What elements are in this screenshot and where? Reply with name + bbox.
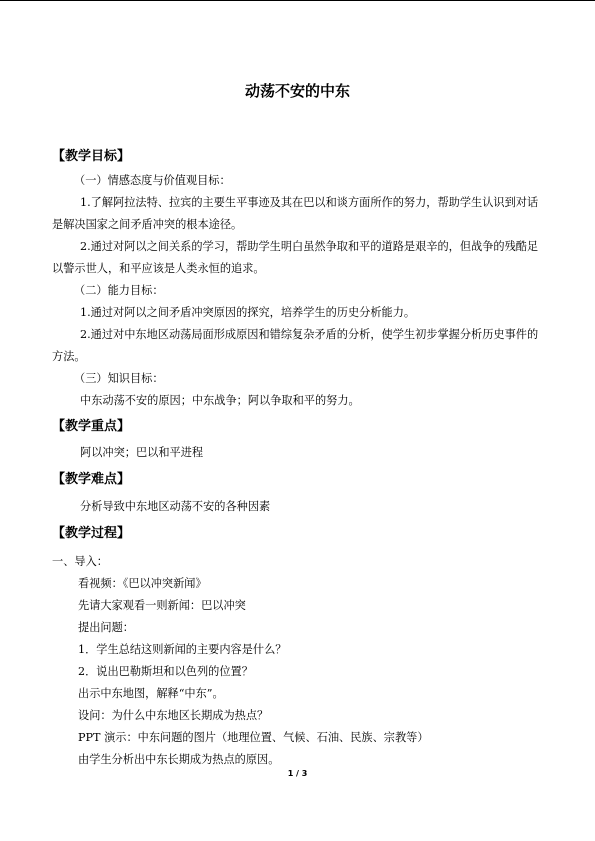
heading-difficulties: 【教学难点】 bbox=[52, 472, 131, 487]
process-line: 2．说出巴勒斯坦和以色列的位置？ bbox=[78, 665, 253, 678]
key-points-text: 阿以冲突；巴以和平进程 bbox=[80, 446, 204, 459]
emotion-goal-item-1: 1.了解阿拉法特、拉宾的主要生平事迹及其在巴以和谈方面所作的努力，帮助学生认识到对话是解决国家之间矛盾冲突的根本途径。 bbox=[52, 196, 539, 231]
process-line: 出示中东地图，解释“中东”。 bbox=[78, 687, 224, 700]
intro-title: 一、导入： bbox=[52, 555, 108, 568]
knowledge-goal-title: （三）知识目标： bbox=[74, 372, 164, 385]
process-line: 设问：为什么中东地区长期成为热点？ bbox=[78, 709, 269, 722]
heading-teaching-goals: 【教学目标】 bbox=[52, 149, 131, 164]
process-line: 提出问题： bbox=[78, 621, 134, 634]
heading-key-points: 【教学重点】 bbox=[52, 419, 131, 434]
document-title: 动荡不安的中东 bbox=[244, 82, 350, 100]
ability-goal-item-1: 1.通过对阿以之间矛盾冲突原因的探究，培养学生的历史分析能力。 bbox=[80, 306, 416, 319]
process-line: PPT 演示：中东问题的图片（地理位置、气候、石油、民族、宗教等） bbox=[78, 731, 429, 744]
difficulties-text: 分析导致中东地区动荡不安的各种因素 bbox=[80, 500, 271, 513]
knowledge-goal-item-1: 中东动荡不安的原因；中东战争；阿以争取和平的努力。 bbox=[80, 394, 360, 407]
process-line: 先请大家观看一则新闻：巴以冲突 bbox=[78, 599, 246, 612]
process-line: 1．学生总结这则新闻的主要内容是什么？ bbox=[78, 643, 287, 656]
heading-teaching-process: 【教学过程】 bbox=[52, 526, 131, 541]
page-number: 1 / 3 bbox=[287, 769, 308, 778]
emotion-goal-title: （一）情感态度与价值观目标： bbox=[74, 174, 231, 187]
process-line: 由学生分析出中东长期成为热点的原因。 bbox=[78, 753, 280, 766]
process-line: 看视频：《巴以冲突新闻》 bbox=[78, 577, 207, 590]
top-border-line bbox=[0, 0, 595, 1]
ability-goal-title: （二）能力目标： bbox=[74, 284, 164, 297]
ability-goal-item-2: 2.通过对中东地区动荡局面形成原因和错综复杂矛盾的分析，使学生初步掌握分析历史事件的方法。 bbox=[52, 328, 539, 363]
emotion-goal-item-2: 2.通过对阿以之间关系的学习，帮助学生明白虽然争取和平的道路是艰辛的，但战争的残酷足以警示世人，和平应该是人类永恒的追求。 bbox=[52, 240, 539, 275]
